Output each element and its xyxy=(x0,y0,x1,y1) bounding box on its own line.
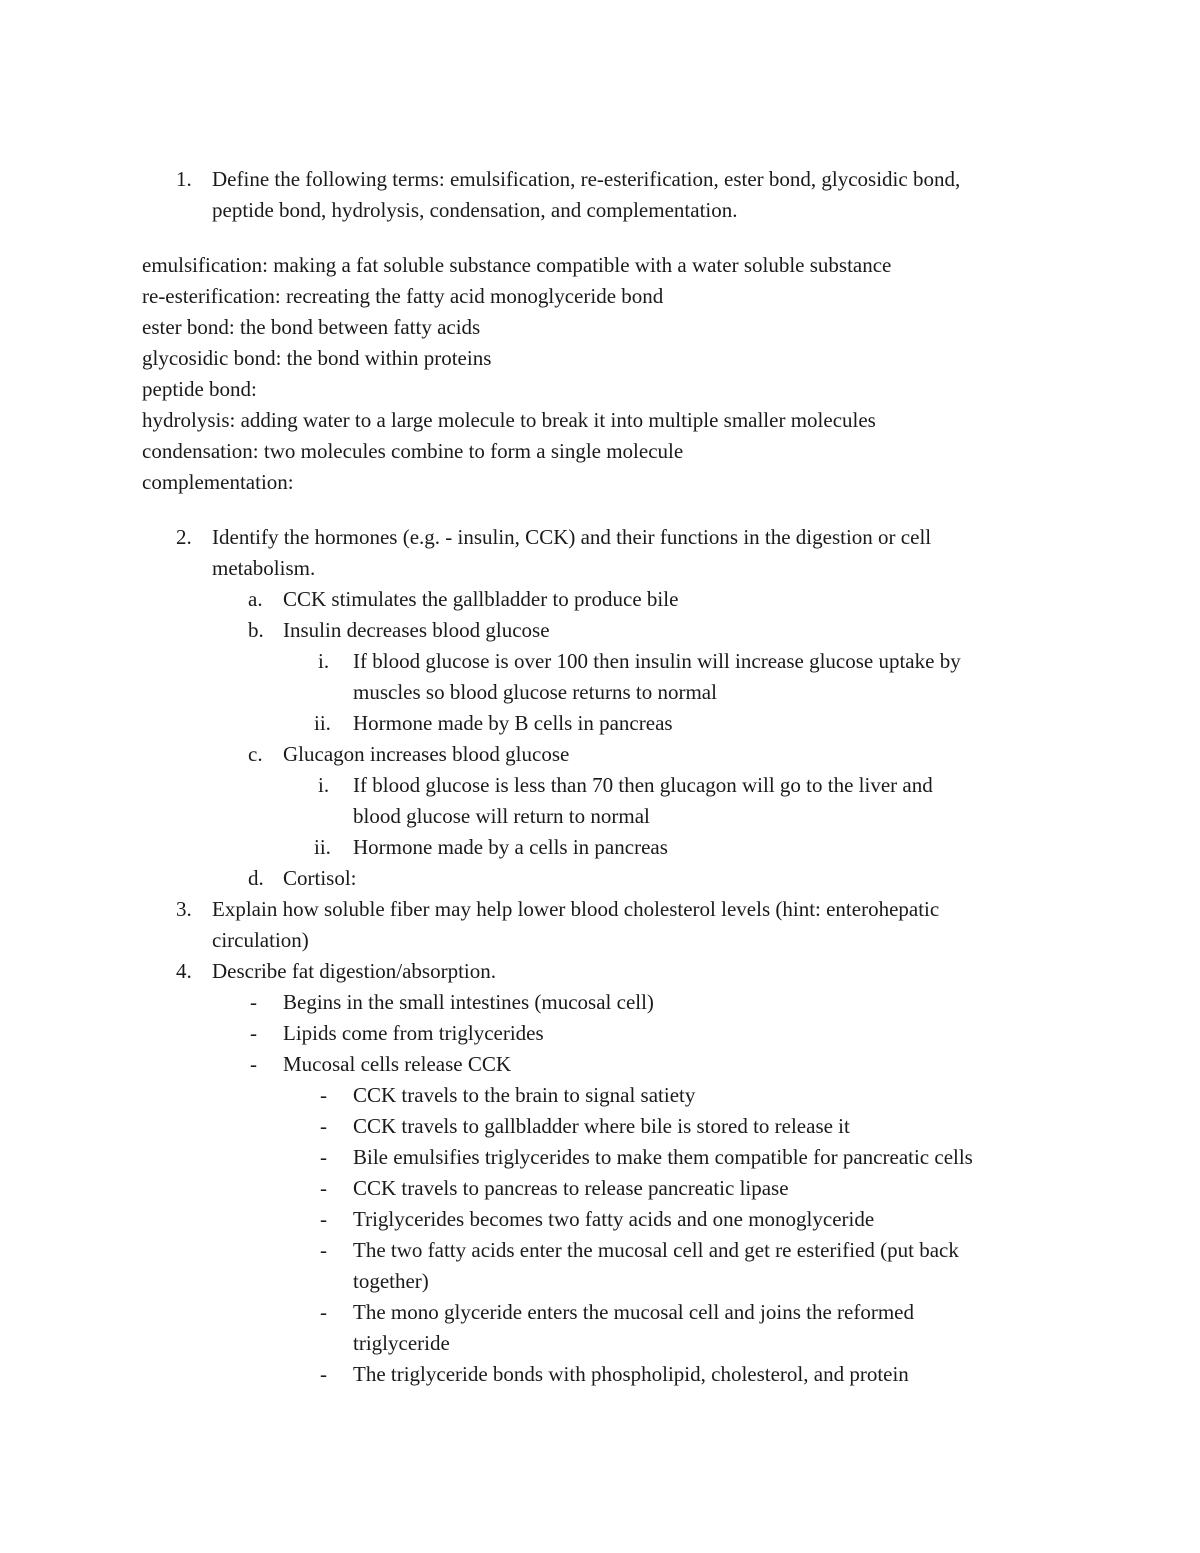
q4-l2-item-4: CCK travels to pancreas to release pancreatic lipase xyxy=(353,1176,789,1200)
q4-l2-item-6-line2: together) xyxy=(353,1269,429,1293)
definition-hydrolysis: hydrolysis: adding water to a large molecule to break it into multiple smaller molecules xyxy=(142,408,876,432)
q2-item-c-i-marker: i. xyxy=(318,773,330,797)
q2-item-a-marker: a. xyxy=(248,587,263,611)
q4-l2-item-7-line2: triglyceride xyxy=(353,1331,450,1355)
q2-item-b-ii-marker: ii. xyxy=(314,711,331,735)
q1-text-line2: peptide bond, hydrolysis, condensation, and complementation. xyxy=(212,198,738,222)
q4-l1-dash-1: - xyxy=(250,990,257,1014)
q3-text-line2: circulation) xyxy=(212,928,309,952)
q2-item-b-marker: b. xyxy=(248,618,264,642)
definition-peptide-bond: peptide bond: xyxy=(142,377,257,401)
q3-number: 3. xyxy=(176,897,192,921)
q4-l2-dash-2: - xyxy=(320,1114,327,1138)
definition-condensation: condensation: two molecules combine to form a single molecule xyxy=(142,439,684,463)
q2-item-a-text: CCK stimulates the gallbladder to produce bile xyxy=(283,587,679,611)
q2-item-c-ii-text: Hormone made by a cells in pancreas xyxy=(353,835,668,859)
q2-text-line2: metabolism. xyxy=(212,556,316,580)
q3-text-line1: Explain how soluble fiber may help lower blood cholesterol levels (hint: enterohepatic xyxy=(212,897,940,921)
definition-ester-bond: ester bond: the bond between fatty acids xyxy=(142,315,481,339)
q2-item-d-marker: d. xyxy=(248,866,264,890)
q4-l1-dash-3: - xyxy=(250,1052,257,1076)
definition-glycosidic-bond: glycosidic bond: the bond within proteins xyxy=(142,346,492,370)
q2-text-line1: Identify the hormones (e.g. - insulin, CCK) and their functions in the digestion or cell xyxy=(212,525,932,549)
q2-item-b-i-line1: If blood glucose is over 100 then insulin will increase glucose uptake by xyxy=(353,649,961,673)
q2-item-c-i-line2: blood glucose will return to normal xyxy=(353,804,650,828)
q2-item-b-i-line2: muscles so blood glucose returns to normal xyxy=(353,680,717,704)
q2-item-c-text: Glucagon increases blood glucose xyxy=(283,742,570,766)
q2-item-c-i-line1: If blood glucose is less than 70 then glucagon will go to the liver and xyxy=(353,773,933,797)
q1-number: 1. xyxy=(176,167,192,191)
q4-l2-dash-8: - xyxy=(320,1362,327,1386)
q4-l2-item-7-line1: The mono glyceride enters the mucosal cell and joins the reformed xyxy=(353,1300,914,1324)
q4-l2-item-5: Triglycerides becomes two fatty acids and one monoglyceride xyxy=(353,1207,875,1231)
q4-l2-dash-5: - xyxy=(320,1207,327,1231)
q2-item-c-ii-marker: ii. xyxy=(314,835,331,859)
q2-item-c-marker: c. xyxy=(248,742,263,766)
q4-l2-dash-6: - xyxy=(320,1238,327,1262)
q2-number: 2. xyxy=(176,525,192,549)
q4-l2-dash-4: - xyxy=(320,1176,327,1200)
q4-text: Describe fat digestion/absorption. xyxy=(212,959,497,983)
q4-number: 4. xyxy=(176,959,192,983)
q4-l1-dash-2: - xyxy=(250,1021,257,1045)
q2-item-d-text: Cortisol: xyxy=(283,866,357,890)
definition-emulsification: emulsification: making a fat soluble substance compatible with a water soluble substance xyxy=(142,253,892,277)
q4-l2-item-2: CCK travels to gallbladder where bile is stored to release it xyxy=(353,1114,850,1138)
q4-l1-item-1: Begins in the small intestines (mucosal cell) xyxy=(283,990,654,1014)
q4-l1-item-2: Lipids come from triglycerides xyxy=(283,1021,544,1045)
definition-complementation: complementation: xyxy=(142,470,294,494)
q4-l2-item-8: The triglyceride bonds with phospholipid, cholesterol, and protein xyxy=(353,1362,909,1386)
definition-re-esterification: re-esterification: recreating the fatty acid monoglyceride bond xyxy=(142,284,664,308)
q4-l1-item-3: Mucosal cells release CCK xyxy=(283,1052,512,1076)
q4-l2-dash-1: - xyxy=(320,1083,327,1107)
q2-item-b-text: Insulin decreases blood glucose xyxy=(283,618,550,642)
q2-item-b-ii-text: Hormone made by B cells in pancreas xyxy=(353,711,673,735)
q4-l2-item-3: Bile emulsifies triglycerides to make them compatible for pancreatic cells xyxy=(353,1145,973,1169)
q4-l2-dash-7: - xyxy=(320,1300,327,1324)
q2-item-b-i-marker: i. xyxy=(318,649,330,673)
q1-text-line1: Define the following terms: emulsification, re-esterification, ester bond, glycosidic bond, xyxy=(212,167,961,191)
q4-l2-item-1: CCK travels to the brain to signal satiety xyxy=(353,1083,696,1107)
q4-l2-dash-3: - xyxy=(320,1145,327,1169)
q4-l2-item-6-line1: The two fatty acids enter the mucosal cell and get re esterified (put back xyxy=(353,1238,959,1262)
